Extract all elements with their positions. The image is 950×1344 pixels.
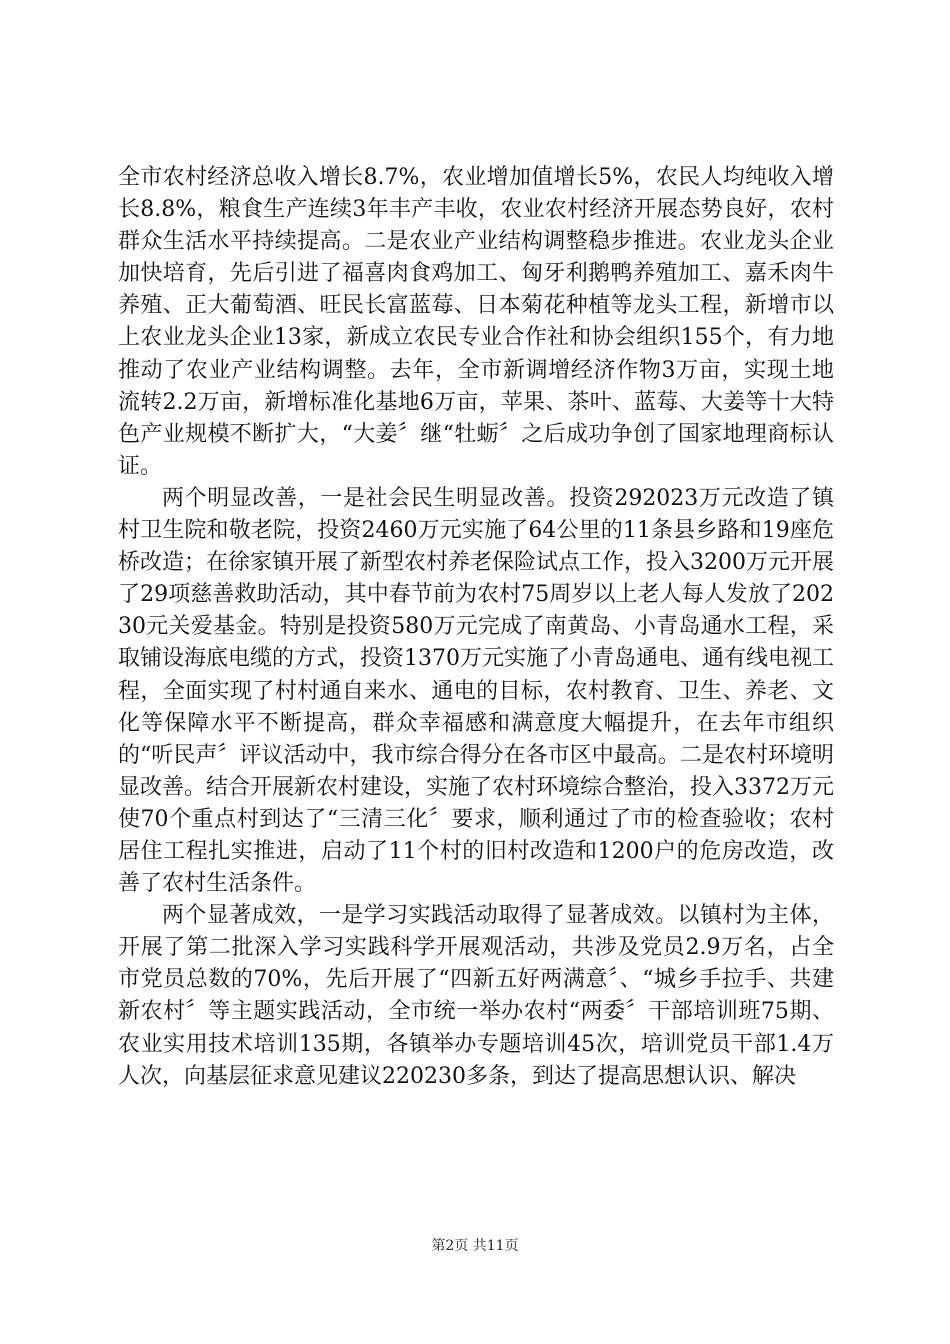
paragraph-2: 两个明显改善，一是社会民生明显改善。投资292023万元改造了镇村卫生院和敬老院，投资2460万元实施了64公里的11条县乡路和19座危桥改造；在徐家镇开展了新型农村养老保险试点工作，投入3200万元开展了29项慈善救助活动，其中春节前为农村75周岁以上老人每人发放了20230元关爱基金。特别是投资580万元完成了南黄岛、小青岛通水工程，采取铺设海底电缆的方式，投资1370万元实施了小青岛通电、通有线电视工程，全面实现了村村通自来水、通电的目标，农村教育、卫生、养老、文化等保障水平不断提高，群众幸福感和满意度大幅提升，在去年市组织的“听民声〞评议活动中，我市综合得分在各市区中最高。二是农村环境明显改善。结合开展新农村建设，实施了农村环境综合整治，投入3372万元使70个重点村到达了“三清三化〞要求，顺利通过了市的检查验收；农村居住工程扎实推进，启动了11个村的旧村改造和1200户的危房改造，改善了农村生活条件。 [118, 485, 834, 897]
page-number-footer: 第2页 共11页 [431, 1238, 519, 1254]
document-body [118, 162, 834, 1093]
paragraph-1: 全市农村经济总收入增长8.7%，农业增加值增长5%，农民人均纯收入增长8.8%，粮食生产连续3年丰产丰收，农业农村经济开展态势良好，农村群众生活水平持续提高。二是农业产业结构调整稳步推进。农业龙头企业加快培育，先后引进了福喜肉食鸡加工、匈牙利鹅鸭养殖加工、嘉禾肉牛养殖、正大葡萄酒、旺民长富蓝莓、日本菊花种植等龙头工程，新增市以上农业龙头企业13家，新成立农民专业合作社和协会组织155个，有力地推动了农业产业结构调整。去年，全市新调增经济作物3万亩，实现土地流转2.2万亩，新增标准化基地6万亩，苹果、茶叶、蓝莓、大姜等十大特色产业规模不断扩大，“大姜〞继“牡蛎〞之后成功争创了国家地理商标认证。 [118, 165, 834, 479]
paragraph-3: 两个显著成效，一是学习实践活动取得了显著成效。以镇村为主体，开展了第二批深入学习实践科学开展观活动，共涉及党员2.9万名，占全市党员总数的70%，先后开展了“四新五好两满意〞、“城乡手拉手、共建新农村〞等主题实践活动，全市统一举办农村“两委〞干部培训班75期、农业实用技术培训135期，各镇举办专题培训45次，培训党员干部1.4万人次，向基层征求意见建议220230多条，到达了提高思想认识、解决 [118, 903, 834, 1089]
